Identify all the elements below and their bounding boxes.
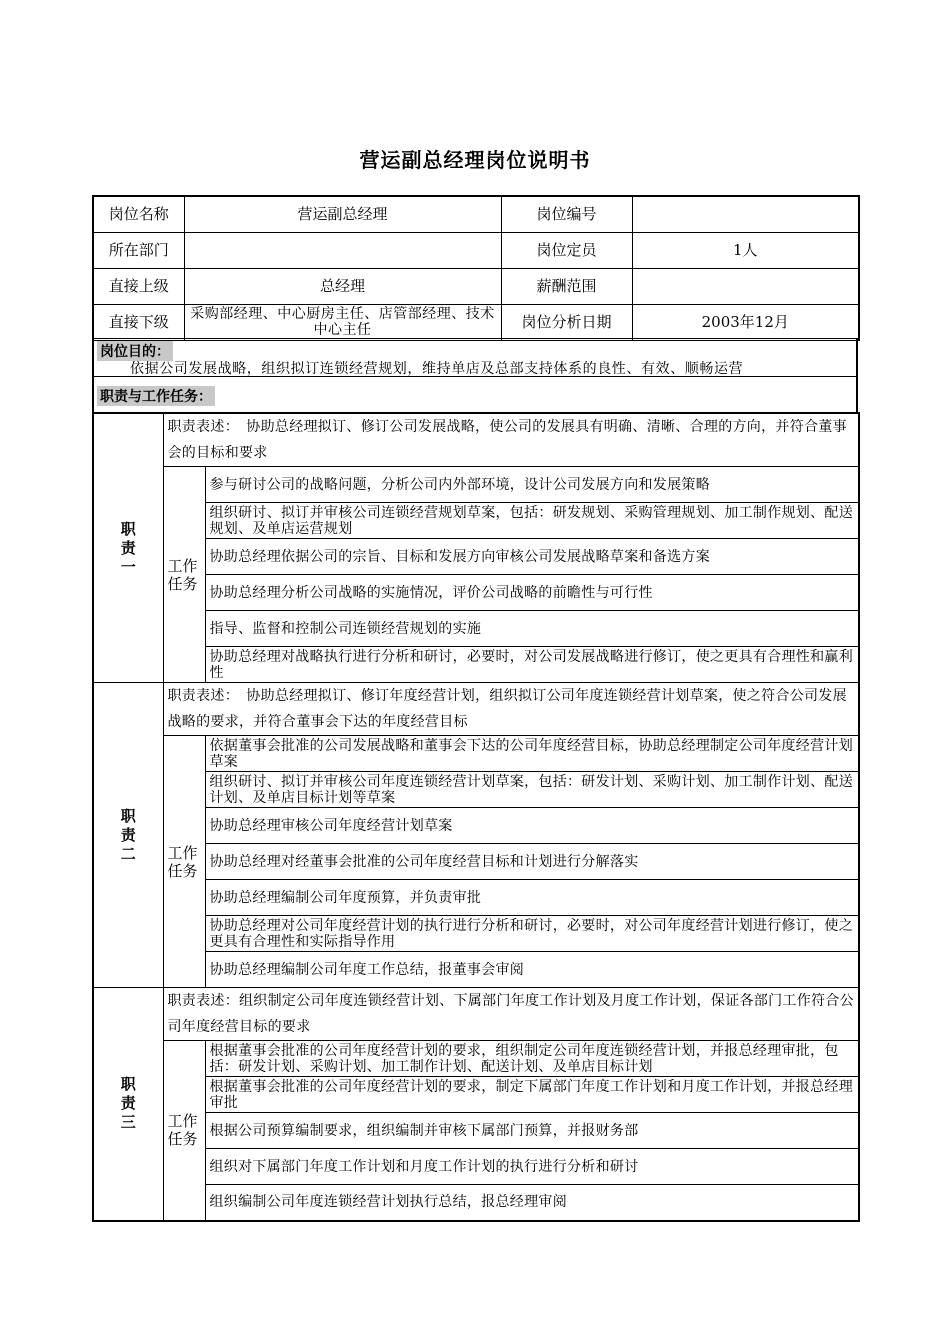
duty-1-label: 职 责 一: [120, 519, 136, 576]
task-row: [93, 880, 859, 916]
task-row: [93, 539, 859, 575]
task-row: [93, 808, 859, 844]
duty-3-statement: 职责表述：组织制定公司年度连锁经营计划、下属部门年度工作计划及月度工作计划，保证各部门工作符合公司年度经营目标的要求: [163, 988, 859, 1041]
subordinate-value: 采购部经理、中心厨房主任、店管部经理、技术中心主任: [184, 304, 501, 340]
task-item: 协助总经理分析公司战略的实施情况，评价公司战略的前瞻性与可行性: [205, 575, 859, 611]
task-item: 组织对下属部门年度工作计划和月度工作计划的执行进行分析和研讨: [205, 1149, 859, 1185]
department-label: 所在部门: [93, 232, 184, 268]
task-item: 依据董事会批准的公司发展战略和董事会下达的公司年度经营目标，协助总经理制定公司年度经营计划草案: [205, 736, 859, 772]
task-item: 组织研讨、拟订并审核公司年度连锁经营计划草案，包括：研发计划、采购计划、加工制作计划、配送计划、及单店目标计划等草案: [205, 772, 859, 808]
duty-1-statement: 职责表述： 协助总经理拟订、修订公司发展战略，使公司的发展具有明确、清晰、合理的方向，并符合董事会的目标和要求: [163, 413, 859, 467]
task-item: 协助总经理审核公司年度经营计划草案: [205, 808, 859, 844]
duty-1-tasks-label: 工作 任务: [163, 467, 205, 683]
superior-label: 直接上级: [93, 268, 184, 304]
department-value: [184, 232, 501, 268]
task-row: [93, 736, 859, 772]
position-code-label: 岗位编号: [501, 196, 632, 232]
task-item: 协助总经理对经董事会批准的公司年度经营目标和计划进行分解落实: [205, 844, 859, 880]
duty-2-label: 职 责 二: [120, 806, 136, 863]
task-item: 协助总经理对战略执行进行分析和研讨，必要时，对公司发展战略进行修订，使之更具有合理性和赢利性: [205, 647, 859, 683]
salary-range-label: 薪酬范围: [501, 268, 632, 304]
task-row: [93, 1185, 859, 1221]
task-item: 组织编制公司年度连锁经营计划执行总结，报总经理审阅: [205, 1185, 859, 1221]
task-item: 组织研讨、拟订并审核公司连锁经营规划草案，包括：研发规划、采购管理规划、加工制作规划、配送规划、及单店运营规划: [205, 503, 859, 539]
task-row: [93, 1077, 859, 1113]
duty-3-tasks-label: 工作 任务: [163, 1041, 205, 1221]
analysis-date-label: 岗位分析日期: [501, 304, 632, 340]
purpose-label: 岗位目的：: [97, 341, 173, 361]
task-row: [93, 1041, 859, 1077]
analysis-date-value: 2003年12月: [632, 304, 859, 340]
task-row: [93, 1113, 859, 1149]
task-row: [93, 844, 859, 880]
position-name-label: 岗位名称: [93, 196, 184, 232]
position-info-table: [92, 195, 860, 341]
task-item: 协助总经理依据公司的宗旨、目标和发展方向审核公司发展战略草案和备选方案: [205, 539, 859, 575]
task-item: 根据董事会批准的公司年度经营计划的要求，制定下属部门年度工作计划和月度工作计划，并报总经理审批: [205, 1077, 859, 1113]
task-row: [93, 1149, 859, 1185]
duties-table: [92, 412, 860, 1222]
task-row: [93, 611, 859, 647]
duty-3-name: [93, 988, 163, 1221]
task-row: [93, 575, 859, 611]
superior-value: 总经理: [184, 268, 501, 304]
subordinate-label: 直接下级: [93, 304, 184, 340]
task-row: [93, 647, 859, 683]
duties-label: 职责与工作任务：: [97, 386, 215, 406]
task-row: [93, 503, 859, 539]
duty-3-label: 职 责 三: [120, 1075, 136, 1132]
task-item: 指导、监督和控制公司连锁经营规划的实施: [205, 611, 859, 647]
duty-row: [93, 988, 859, 1041]
position-name-value: 营运副总经理: [184, 196, 501, 232]
duty-2-statement: 职责表述： 协助总经理拟订、修订年度经营计划，组织拟订公司年度连锁经营计划草案，使之符合公司发展战略的要求，并符合董事会下达的年度经营目标: [163, 683, 859, 736]
task-row: [93, 772, 859, 808]
position-code-value: [632, 196, 859, 232]
salary-range-value: [632, 268, 859, 304]
headcount-value: 1人: [632, 232, 859, 268]
task-item: 协助总经理对公司年度经营计划的执行进行分析和研讨，必要时，对公司年度经营计划进行修订，使之更具有合理性和实际指导作用: [205, 916, 859, 952]
task-row: [93, 952, 859, 988]
task-item: 协助总经理编制公司年度工作总结，报董事会审阅: [205, 952, 859, 988]
task-item: 根据公司预算编制要求，组织编制并审核下属部门预算，并报财务部: [205, 1113, 859, 1149]
headcount-label: 岗位定员: [501, 232, 632, 268]
task-row: [93, 467, 859, 503]
duty-row: [93, 413, 859, 467]
task-item: 协助总经理编制公司年度预算，并负责审批: [205, 880, 859, 916]
purpose-text: 依据公司发展战略，组织拟订连锁经营规划，维持单店及总部支持体系的良性、有效、顺畅运营: [130, 361, 744, 377]
document-title: 营运副总经理岗位说明书: [359, 148, 591, 172]
task-item: 根据董事会批准的公司年度经营计划的要求，组织制定公司年度连锁经营计划，并报总经理审批，包括：研发计划、采购计划、加工制作计划、配送计划、及单店目标计划: [205, 1041, 859, 1077]
duty-row: [93, 683, 859, 736]
duties-header: [92, 376, 858, 414]
task-row: [93, 916, 859, 952]
position-purpose: [92, 338, 858, 377]
duty-2-tasks-label: 工作 任务: [163, 736, 205, 988]
duty-2-name: [93, 683, 163, 988]
duty-1-name: [93, 413, 163, 683]
task-item: 参与研讨公司的战略问题，分析公司内外部环境，设计公司发展方向和发展策略: [205, 467, 859, 503]
